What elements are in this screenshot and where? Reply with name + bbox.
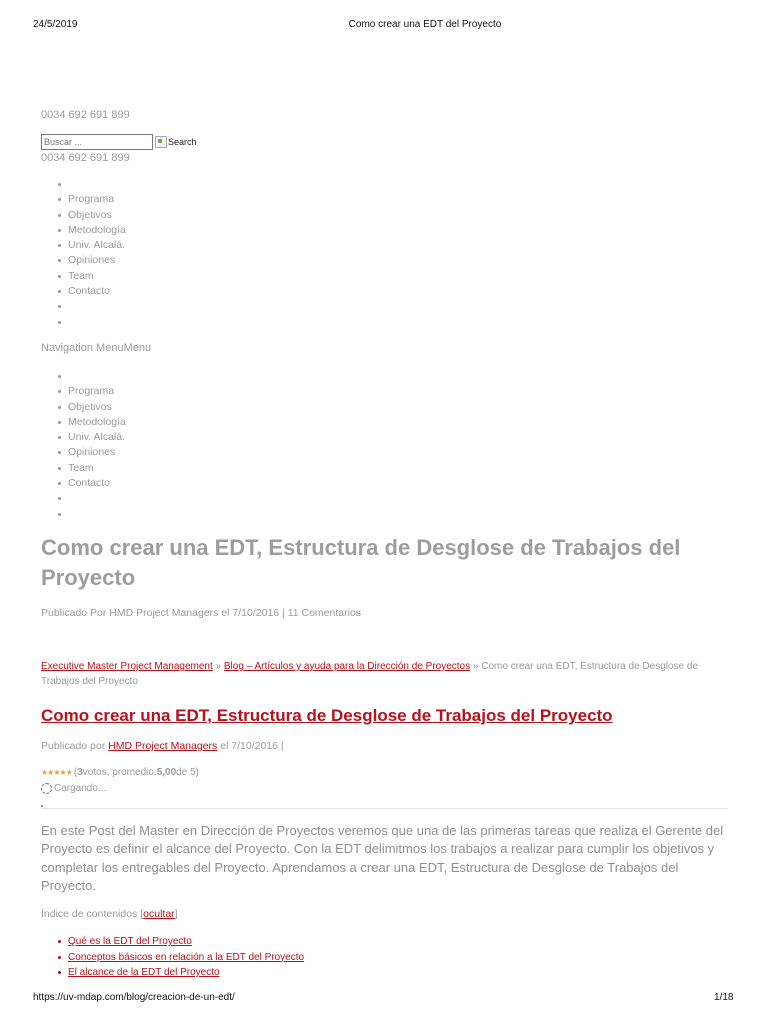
menu-item[interactable]: Programa (58, 192, 126, 207)
menu-item[interactable]: Objetivos (58, 400, 126, 415)
search-button[interactable] (155, 136, 197, 148)
menu-item[interactable] (58, 507, 126, 522)
rating-mid: votos, promedio: (82, 767, 157, 778)
post-meta (41, 740, 284, 752)
rating-open: ( (73, 767, 78, 778)
menu-item[interactable] (58, 299, 126, 314)
author-link[interactable]: HMD Project Managers (108, 740, 218, 752)
print-page-title: Como crear una EDT del Proyecto (348, 19, 502, 30)
loading-text: Cargando... (54, 783, 107, 794)
table-of-contents (58, 934, 304, 981)
menu-item[interactable]: Metodología (58, 223, 126, 238)
toc-title: Índice de contenidos [ (41, 908, 144, 920)
menu-item[interactable]: Contacto (58, 284, 126, 299)
menu-item[interactable]: Univ. Alcalá. (58, 430, 126, 445)
main-menu (58, 177, 126, 330)
menu-item[interactable]: Team (58, 269, 126, 284)
page-meta: Publicado Por HMD Project Managers el 7/10/2016 | 11 Comentarios (41, 607, 362, 619)
breadcrumb-separator: » (470, 661, 482, 672)
loading-spinner-icon (41, 783, 52, 794)
search-icon (155, 136, 167, 148)
toc-link[interactable]: El alcance de la EDT del Proyecto (68, 967, 220, 978)
breadcrumb-current: Como crear una EDT, Estructura de Desglose de Trabajos del Proyecto (41, 661, 699, 687)
phone-number: 0034 692 691 899 (41, 109, 130, 121)
breadcrumb (41, 659, 731, 689)
post-title-link[interactable]: Como crear una EDT, Estructura de Desglose de Trabajos del Proyecto (41, 706, 613, 725)
content-divider (41, 808, 728, 809)
toc-item (58, 950, 304, 966)
menu-item[interactable]: Univ. Alcalá. (58, 238, 126, 253)
rating-close: de 5) (176, 767, 199, 778)
menu-item[interactable]: Team (58, 461, 126, 476)
print-url: https://uv-mdap.com/blog/creacion-de-un-edt/ (33, 992, 235, 1003)
post-meta-suffix: el 7/10/2016 | (217, 740, 284, 752)
intro-paragraph: En este Post del Master en Dirección de Proyectos veremos que una de las primeras tareas que realiza el Gerente del Proyecto es definir el alcance del Proyecto. Con la EDT delimitmos los trabajos a realizar para cumplir los objetivos y completar los entregables del Proyecto. Aprendamos a crear una EDT, Estructura de Desglose de Trabajos del Proyecto. (41, 823, 724, 893)
menu-item[interactable]: Contacto (58, 476, 126, 491)
breadcrumb-separator: » (212, 661, 224, 672)
post-meta-prefix: Publicado por (41, 740, 109, 752)
toc-link[interactable]: Conceptos básicos en relación a la EDT del Proyecto (68, 951, 305, 963)
rating-stars-icon[interactable]: ★★★★★ (41, 768, 72, 777)
print-date: 24/5/2019 (33, 19, 78, 30)
post-rating (41, 767, 199, 778)
phone-number-secondary: 0034 692 691 899 (41, 152, 130, 164)
toc-toggle-link[interactable]: ocultar (143, 908, 175, 920)
rating-votes: 3 (77, 767, 83, 778)
menu-item[interactable]: Programa (58, 384, 126, 399)
loading-indicator (41, 783, 106, 794)
menu-item[interactable] (58, 177, 126, 192)
menu-item[interactable]: Objetivos (58, 208, 126, 223)
toc-header (41, 908, 178, 920)
divider-dot (41, 805, 43, 807)
search-form (41, 134, 197, 150)
rating-average: 5,00 (156, 767, 177, 778)
menu-item[interactable]: Opiniones (58, 445, 126, 460)
menu-item[interactable] (58, 491, 126, 506)
menu-item[interactable] (58, 315, 126, 330)
navigation-menu-toggle[interactable]: Navigation MenuMenu (41, 342, 152, 354)
menu-item[interactable]: Metodología (58, 415, 126, 430)
search-input[interactable] (41, 134, 153, 150)
toc-item (58, 965, 304, 981)
toc-link[interactable]: Qué es la EDT del Proyecto (68, 936, 192, 947)
search-button-label: Search (168, 137, 197, 147)
page-title: Como crear una EDT, Estructura de Desglose de Trabajos del Proyecto (41, 535, 681, 590)
print-page-number: 1/18 (714, 992, 734, 1003)
mobile-menu (58, 369, 126, 522)
toc-item (58, 934, 304, 950)
menu-item[interactable]: Opiniones (58, 253, 126, 268)
breadcrumb-link-blog[interactable]: Blog – Artículos y ayuda para la Dirección de Proyectos (223, 661, 471, 672)
menu-item[interactable] (58, 369, 126, 384)
breadcrumb-link-home[interactable]: Executive Master Project Management (41, 661, 213, 672)
toc-title-close: ] (174, 908, 178, 920)
